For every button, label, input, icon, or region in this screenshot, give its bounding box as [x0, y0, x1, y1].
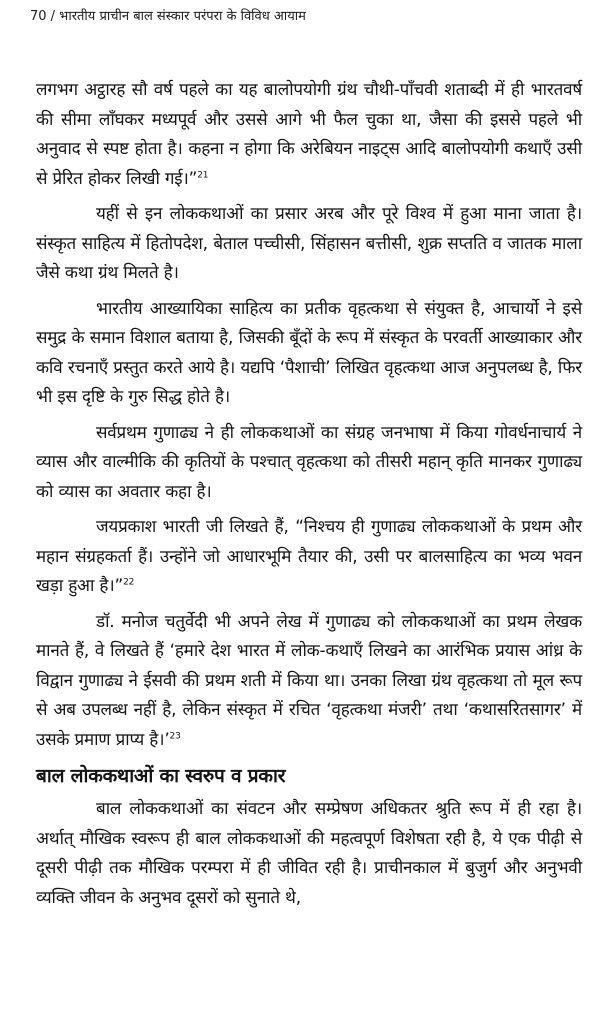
footnote-ref-23: 23: [169, 730, 181, 741]
section-paragraph: [36, 795, 582, 913]
paragraph-2: [36, 200, 582, 289]
paragraph-1: [36, 76, 582, 194]
paragraph-6: [36, 608, 582, 756]
paragraph-1-text: लगभग अट्ठारह सौ वर्ष पहले का यह बालोपयोगी ग्रंथ चौथी-पाँचवी शताब्दी में ही भारतवर्ष की सीमा लाँघकर मध्यपूर्व और उससे आगे भी फैल चुका था, जैसा की इससे पहले भी अनुवाद से स्पष्ट होता है। कहना न होगा कि अरेबियन नाइट्स आदि बालोपयोगी कथाएँ उसी से प्रेरित होकर लिखी गई।”: [36, 80, 582, 189]
paragraph-4-text: सर्वप्रथम गुणाढ्य ने ही लोककथाओं का संग्रह जनभाषा में किया गोवर्धनाचार्य ने व्यास और वाल्मीकि की कृतियों के पश्चात् वृहत्कथा को तीसरी महान् कृति मानकर गुणाढ्य को व्यास का अवतार कहा है।: [36, 422, 582, 502]
paragraph-5-text: जयप्रकाश भारती जी लिखते हैं, “निश्चय ही गुणाढ्य लोककथाओं के प्रथम और महान संग्रहकर्ता हैं। उन्होंने जो आधारभूमि तैयार की, उसी पर बालसाहित्य का भव्य भवन खड़ा हुआ है।”: [36, 517, 582, 596]
section-heading: बाल लोककथाओं का स्वरुप व प्रकार: [36, 765, 286, 787]
paragraph-6-text: डॉ. मनोज चतुर्वेदी भी अपने लेख में गुणाढ्य को लोककथाओं का प्रथम लेखक मानते हैं, वे लिखते हैं ‘हमारे देश भारत में लोक-कथाएँ लिखने का आरंभिक प्रयास आंध्र के विद्वान गुणाढ्य ने ईसवी की प्रथम शती में किया था। उनका लिखा ग्रंथ वृहत्कथा तो मूल रूप से अब उपलब्ध नहीं है, लेकिन संस्कृत में रचित ‘वृहत्कथा मंजरी’ तथा ‘कथासरितसागर’ में उसके प्रमाण प्राप्य है।’: [36, 611, 582, 750]
paragraph-3: [36, 295, 582, 413]
paragraph-3-text: भारतीय आख्यायिका साहित्य का प्रतीक वृहत्कथा से संयुक्त है, आचार्यो ने इसे समुद्र के समान विशाल बताया है, जिसकी बूँदों के रूप में संस्कृत के परवर्ती आख्याकार और कवि रचनाएँ प्रस्तुत करते आये है। यद्यपि ‘पैशाची’ लिखित वृहत्कथा आज अनुपलब्ध है, फिर भी इस दृष्टि के गुरु सिद्ध होते है।: [36, 298, 582, 407]
footnote-ref-21: 21: [197, 169, 209, 180]
footnote-ref-22: 22: [123, 577, 135, 588]
section-paragraph-text: बाल लोककथाओं का संवटन और सम्प्रेषण अधिकतर श्रुति रूप में ही रहा है। अर्थात् मौखिक स्वरूप ही बाल लोककथाओं की महत्वपूर्ण विशेषता रही है, ये एक पीढ़ी से दूसरी पीढ़ी तक मौखिक परम्परा में ही जीवित रही है। प्राचीनकाल में बुजुर्ग और अनुभवी व्यक्ति जीवन के अनुभव दूसरों को सुनाते थे,: [36, 799, 582, 908]
body-text: [36, 76, 582, 919]
paragraph-5: [36, 513, 582, 602]
paragraph-4: [36, 419, 582, 508]
running-header: 70 / भारतीय प्राचीन बाल संस्कार परंपरा के विविध आयाम: [30, 9, 306, 24]
paragraph-2-text: यहीं से इन लोककथाओं का प्रसार अरब और पूरे विश्व में हुआ माना जाता है। संस्कृत साहित्य में हितोपदेश, बेताल पच्चीसी, सिंहासन बत्तीसी, शुक्र सप्तति व जातक माला जैसे कथा ग्रंथ मिलते है।: [36, 204, 582, 283]
